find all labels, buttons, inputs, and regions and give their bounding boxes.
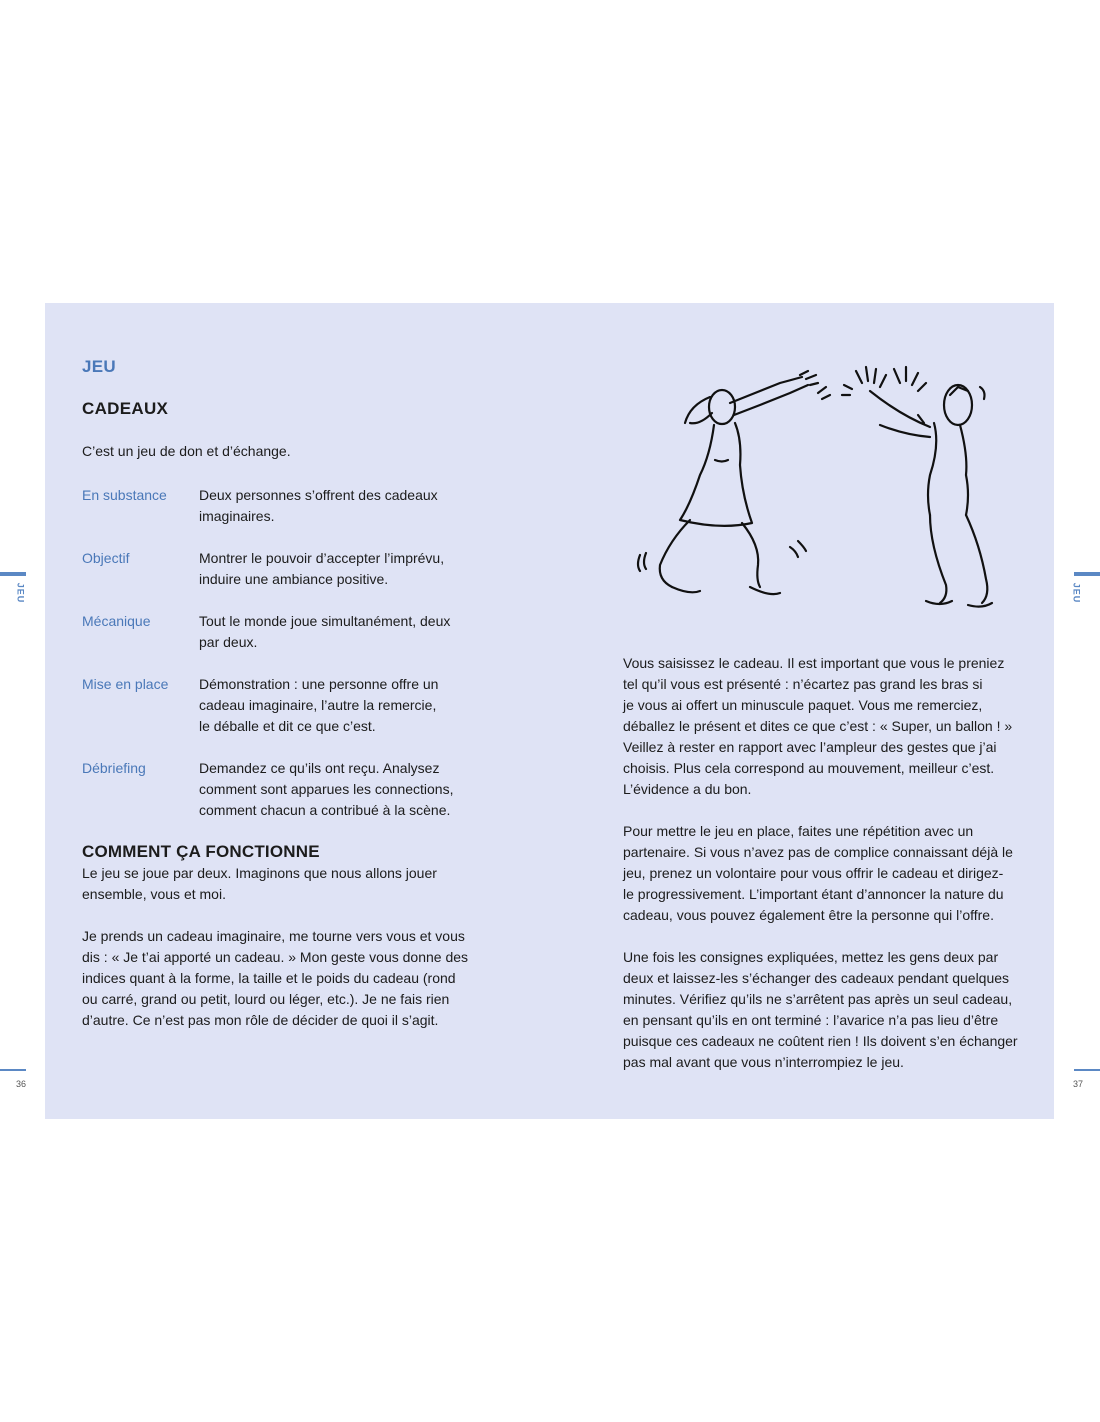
definition-label: Débriefing bbox=[82, 760, 146, 776]
body-paragraph: Le jeu se joue par deux. Imaginons que nous allons jouer ensemble, vous et moi. bbox=[82, 865, 437, 902]
definition-value: Demandez ce qu’ils ont reçu. Analysez comment sont apparues les connections, comment chacun a contribué à la scène. bbox=[199, 760, 454, 818]
section-label: JEU bbox=[82, 357, 116, 376]
body-paragraph: Je prends un cadeau imaginaire, me tourne vers vous et vous dis : « Je t’ai apporté un cadeau. » Mon geste vous donne des indices quant à la forme, la taille et le poids du cadeau (rond ou carré, grand ou petit, lourd ou léger, etc.). Je ne fais rien d’autre. Ce n’est pas mon rôle de décider de quoi il s’agit. bbox=[82, 928, 469, 1028]
page-number-left: 36 bbox=[16, 1079, 27, 1089]
page-number-rule-left bbox=[0, 1069, 26, 1071]
definition-value: Démonstration : une personne offre un cadeau imaginaire, l’autre la remercie, le déballe et dit ce que c’est. bbox=[199, 676, 439, 734]
body-paragraph: Une fois les consignes expliquées, mettez les gens deux par deux et laissez-les s’échanger des cadeaux pendant quelques minutes. Vérifiez qu’ils ne s’arrêtent pas après un seul cadeau, en pensant qu’ils en ont terminé : l’avarice n’a pas lieu d’être puisque ces cadeaux ne coûtent rien ! Ils doivent s’en échanger pas mal avant que vous n’interrompiez le jeu. bbox=[623, 949, 1018, 1070]
side-tab-label-right: JEU bbox=[1071, 582, 1082, 604]
side-tab-marker-right bbox=[1074, 572, 1100, 576]
how-it-works-heading: COMMENT ÇA FONCTIONNE bbox=[82, 842, 320, 861]
woman-figure bbox=[638, 371, 830, 594]
definition-value: Tout le monde joue simultanément, deux par deux. bbox=[199, 613, 451, 650]
game-title: CADEAUX bbox=[82, 399, 169, 418]
body-paragraph: Vous saisissez le cadeau. Il est important que vous le preniez tel qu’il vous est présenté : n’écartez pas grand les bras si je vous ai offert un minuscule paquet. Vous me remerciez, déballez le présent et dites ce que c’est : « Super, un ballon ! » Veillez à rester en rapport avec l’ampleur des gestes que j’ai choisis. Plus cela correspond au mouvement, meilleur c’est. L’évidence a du bon. bbox=[623, 655, 1013, 797]
page-number-right: 37 bbox=[1073, 1079, 1084, 1089]
definition-value: Deux personnes s’offrent des cadeaux imaginaires. bbox=[199, 487, 438, 524]
definition-label: Mécanique bbox=[82, 613, 151, 629]
intro-text: C’est un jeu de don et d’échange. bbox=[82, 443, 291, 459]
side-tab-marker-left bbox=[0, 572, 26, 576]
definition-label: Objectif bbox=[82, 550, 130, 566]
body-paragraph: Pour mettre le jeu en place, faites une répétition avec un partenaire. Si vous n’avez pas de complice connaissant déjà le jeu, prenez un volontaire pour vous offrir le cadeau et dirigez- le progressivement. L’important étant d’annoncer la nature du cadeau, vous pouvez également être la personne qui l’offre. bbox=[623, 823, 1013, 923]
definition-value: Montrer le pouvoir d’accepter l’imprévu, induire une ambiance positive. bbox=[199, 550, 445, 587]
definition-label: En substance bbox=[82, 487, 167, 503]
man-figure bbox=[842, 367, 992, 607]
gift-exchange-illustration bbox=[630, 365, 1000, 615]
page-number-rule-right bbox=[1074, 1069, 1100, 1071]
definition-label: Mise en place bbox=[82, 676, 169, 692]
side-tab-label-left: JEU bbox=[15, 582, 26, 604]
